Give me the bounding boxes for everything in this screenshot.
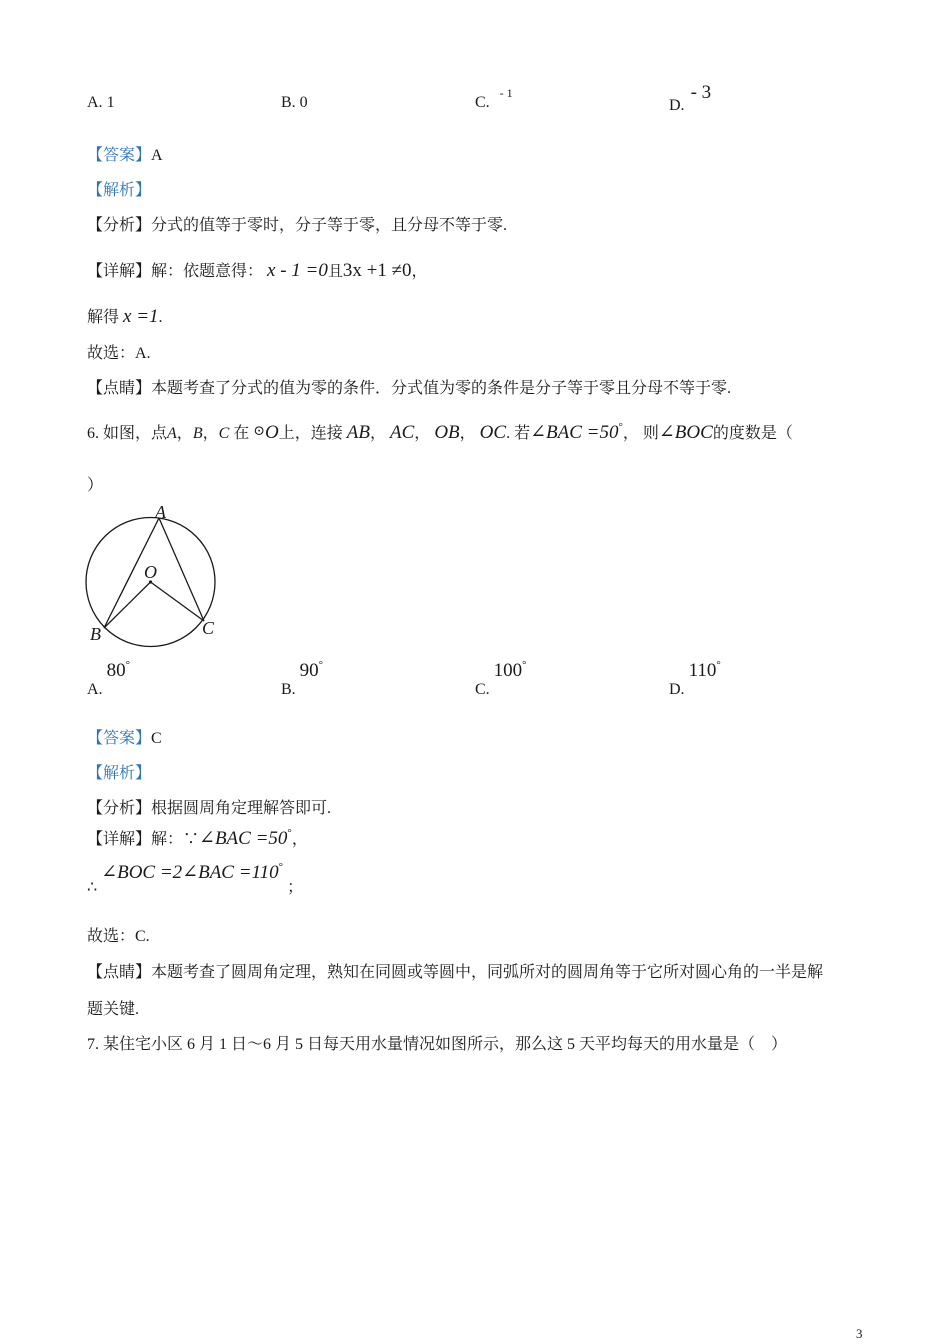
q6-choice: 故选：C. [87,928,150,945]
label-c: C [202,618,215,638]
q6-therefore: ∴ ∠BOC =2∠BAC =110° ； [87,861,304,896]
q5-option-b: B. 0 [281,94,308,111]
circle-o-symbol: ⊙O [253,422,279,443]
label-o: O [144,562,157,582]
q6-analysis-tag: 【解析】 [87,765,152,782]
q6-detail: 【详解】解：∵∠BAC =50°， [87,827,308,849]
q7-stem: 7. 某住宅小区 6 月 1 日～6 月 5 日每天用水量情况如图所示，那么这 5 天平均每天的用水量是（ ） [87,1036,788,1053]
q5-option-d: D. - 3 [669,82,712,114]
segment-ac [159,518,204,621]
segment-ob [104,582,151,628]
q6-option-d: D. 110° [669,659,721,698]
q6-option-b: B. 90° [281,659,324,698]
q6-stem: 6. 如图，点A，B，C 在 ⊙O上，连接 AB， AC， OB， OC. 若∠BAC =50°， 则∠BOC的度数是（ [87,421,793,443]
q5-analysis: 【分析】分式的值等于零时，分子等于零，且分母不等于零. [87,217,508,234]
q6-option-a: A. 80° [87,659,130,698]
q5-answer: 【答案】A [87,147,163,164]
q5-choice: 故选：A. [87,345,151,362]
q5-option-c: C. $^{- 1}$ [475,86,513,111]
q6-option-c: C. 100° [475,659,527,698]
page-number: 3 [856,1326,863,1341]
label-a: A [155,502,166,522]
q5-detail: 【详解】解：依题意得： x - 1 =0且3x +1 ≠0， [87,260,428,281]
q5-solve: 解得 x =1. [87,306,163,327]
q6-comment-cont: 题关键. [87,1001,140,1018]
q5-analysis-tag: 【解析】 [87,182,152,199]
q6-stem-close: ） [87,477,104,494]
q5-comment: 【点睛】本题考查了分式的值为零的条件．分式值为零的条件是分子等于零且分母不等于零. [87,380,732,397]
q6-answer: 【答案】C [87,730,162,747]
q5-option-a: A. 1 [87,94,115,111]
q6-comment: 【点睛】本题考查了圆周角定理，熟知在同圆或等圆中，同弧所对的圆周角等于它所对圆心角的一半是解 [87,964,824,981]
q6-figure [80,500,230,650]
q6-analysis: 【分析】根据圆周角定理解答即可. [87,800,332,817]
label-b: B [90,624,101,644]
